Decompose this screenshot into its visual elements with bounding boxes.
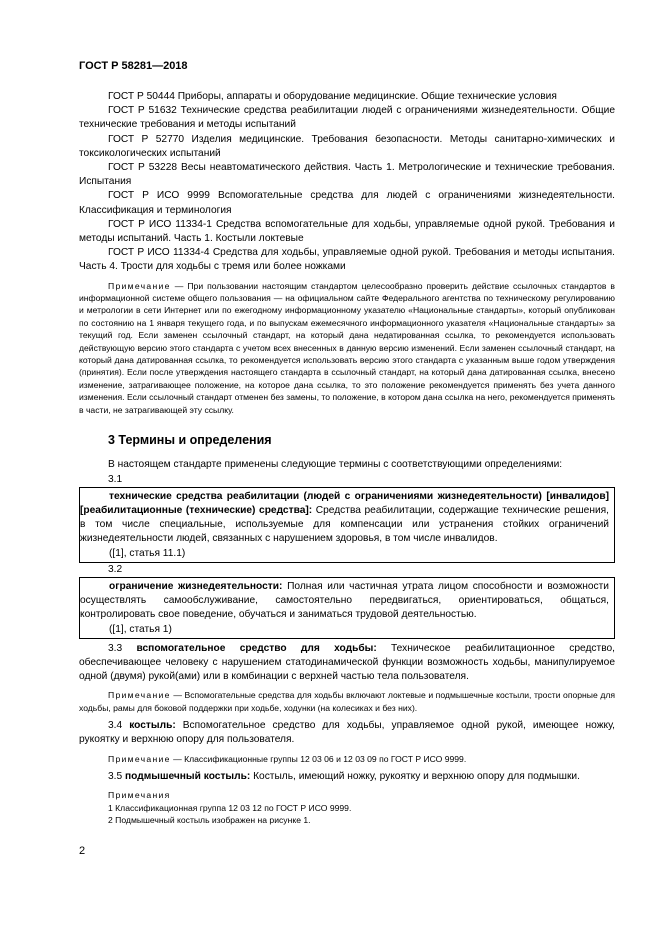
note-label: Примечание <box>108 280 171 291</box>
term-name: костыль: <box>129 720 176 732</box>
term-definition <box>80 490 609 547</box>
page-header-title: ГОСТ Р 58281—2018 <box>79 60 188 72</box>
term-name: технические средства реабилитации (людей с ограничениями жизнедеятельности) [инвалидов] [реабилитационные (технические) средства]: <box>80 490 609 516</box>
term-number: 3.4 <box>108 720 123 732</box>
term-source: ([1], статья 11.1) <box>109 547 186 559</box>
section-heading: 3 Термины и определения <box>108 433 272 448</box>
term-name: вспомогательное средство для ходьбы: <box>136 642 377 654</box>
note-text: — Классификационные группы 12 03 06 и 12 03 09 по ГОСТ Р ИСО 9999. <box>170 753 467 764</box>
term-def: Вспомогательное средство для ходьбы, управляемое одной рукой, имеющее ножку, рукоятку и верхнюю опору для пользователя. <box>79 720 615 746</box>
note-3-4 <box>79 753 615 765</box>
ref-item: ГОСТ Р 52770 Изделия медицинские. Требования безопасности. Методы санитарно-химических и токсикологических испытаний <box>79 133 615 159</box>
ref-item: ГОСТ Р 50444 Приборы, аппараты и оборудование медицинские. Общие технические условия <box>108 91 557 102</box>
term-name: ограничение жизнедеятельности: <box>109 580 283 592</box>
note-item: 2 Подмышечный костыль изображен на рисунке 1. <box>108 815 311 825</box>
term-def: Костыль, имеющий ножку, рукоятку и верхнюю опору для подмышки. <box>250 770 580 782</box>
note-references <box>79 280 615 416</box>
term-number: 3.1 <box>108 473 123 485</box>
note-3-3 <box>79 689 615 714</box>
page-content <box>79 90 615 826</box>
term-number: 3.3 <box>108 642 123 654</box>
term-3-5 <box>79 770 615 784</box>
term-box-3-1 <box>79 487 615 563</box>
page-number: 2 <box>79 845 86 857</box>
ref-item: ГОСТ Р 51632 Технические средства реабилитации людей с ограничениями жизнедеятельности. Общие технические требования и методы испытаний <box>79 105 615 131</box>
note-text: — При пользовании настоящим стандартом целесообразно проверить действие ссылочных стандартов в информационной системе общего пользования — на официальном сайте Федерального агентства по техническому регулированию и метрологии в сети Интернет или по ежегодному информационному указателю «Национальные стандарты», который опубликован по состоянию на 1 января текущего года, и по выпускам ежемесячного информационного указателя «Национальные стандарты» за текущий год. Если заменен ссылочный стандарт, на который дана недатированная ссылка, то рекомендуется использовать действующую версию этого стандарта с учетом всех внесенных в данную версию изменений. Если заменен ссылочный стандарт, на который дана датированная ссылка, то рекомендуется использовать версию этого стандарта с указанным выше годом утверждения (принятия). Если после утверждения настоящего стандарта в ссылочный стандарт, на который дана датированная ссылка, внесено изменение, затрагивающее положение, на которое дана ссылка, то это положение рекомендуется применять без учета данного изменения. Если ссылочный стандарт отменен без замены, то положение, в котором дана ссылка на него, рекомендуется применять в части, не затрагивающей эту ссылку. <box>79 280 615 415</box>
ref-item: ГОСТ Р ИСО 11334-4 Средства для ходьбы, управляемые одной рукой. Требования и методы испытания. Часть 4. Трости для ходьбы с тремя или более ножками <box>79 247 615 273</box>
note-item: 1 Классификационная группа 12 03 12 по ГОСТ Р ИСО 9999. <box>108 802 352 813</box>
ref-item: ГОСТ Р ИСО 11334-1 Средства вспомогательные для ходьбы, управляемые одной рукой. Требования и методы испытаний. Часть 1. Костыли локтевые <box>79 218 615 245</box>
note-label: Примечание <box>108 690 171 701</box>
term-def: Полная или частичная утрата лицом способности и возможности осуществлять самообслуживание, самостоятельно передвигаться, ориентироваться, общаться, контролировать свое поведение, обучаться и заниматься трудовой деятельностью. <box>80 580 609 621</box>
ref-item: ГОСТ Р 53228 Весы неавтоматического действия. Часть 1. Метрологические и технические требования. Испытания <box>79 162 615 188</box>
term-3-4 <box>79 719 615 747</box>
term-3-3 <box>79 642 615 685</box>
term-box-3-2 <box>79 577 615 639</box>
term-number: 3.5 <box>108 770 123 782</box>
notes-3-5 <box>79 789 615 826</box>
notes-label: Примечания <box>108 790 171 801</box>
note-label: Примечание <box>108 753 171 764</box>
section-intro: В настоящем стандарте применены следующие термины с соответствующими определениями: <box>108 459 563 471</box>
term-source: ([1], статья 1) <box>109 623 172 635</box>
term-number: 3.2 <box>108 563 123 575</box>
ref-item: ГОСТ Р ИСО 9999 Вспомогательные средства для людей с ограничениями жизнедеятельности. Классификация и терминология <box>79 190 615 216</box>
term-definition <box>80 580 609 623</box>
note-text: — Вспомогательные средства для ходьбы включают локтевые и подмышечные костыли, трости опорные для ходьбы, рамы для боковой поддержки при ходьбе, ходунки (на колесиках и без них). <box>79 690 615 713</box>
term-def: Средства реабилитации, содержащие технические решения, в том числе специальные, используемые для компенсации или устранения стойких ограничений жизнедеятельности людей, связанных с нарушением здоровья, в том числе инвалидов. <box>80 504 609 545</box>
term-def: Техническое реабилитационное средство, обеспечивающее человеку с нарушением статодинамической функции возможность ходьбы, манипулируемое одной (двумя) рукой(ами) или в комбинации с верхней частью тела пользователя. <box>79 642 615 683</box>
term-name: подмышечный костыль: <box>125 770 251 782</box>
